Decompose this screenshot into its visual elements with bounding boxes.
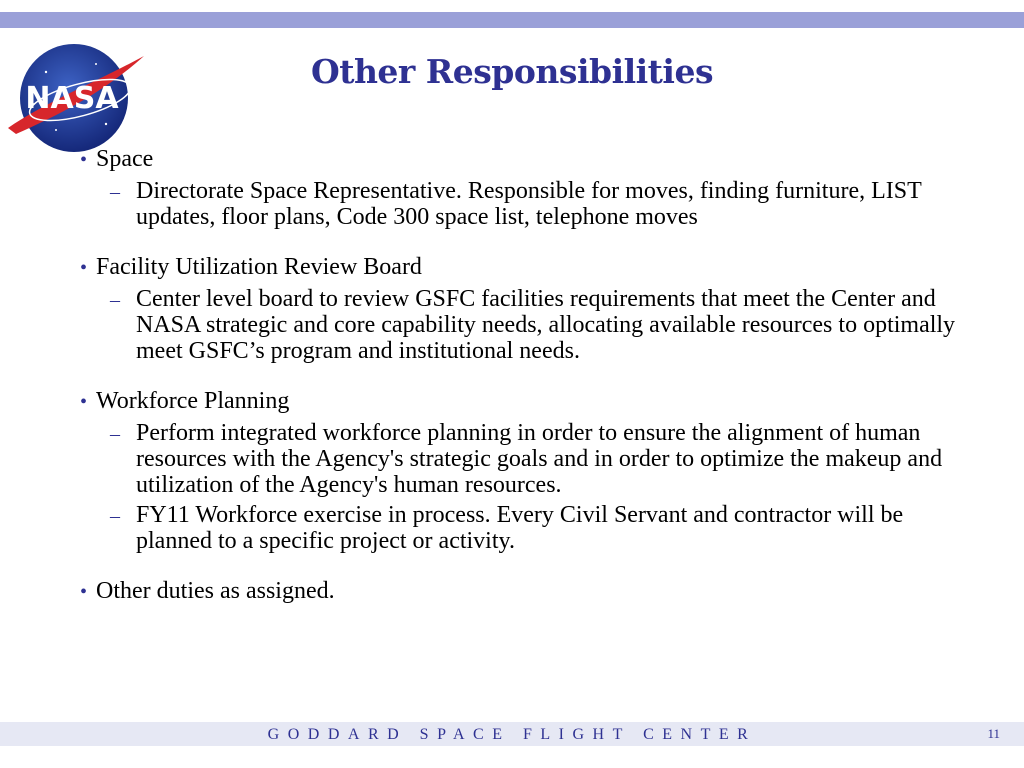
dash-icon: – bbox=[110, 423, 120, 445]
dash-icon: – bbox=[110, 505, 120, 527]
section-facility-review bbox=[80, 254, 980, 364]
dash-icon: – bbox=[110, 181, 120, 203]
sub-bullet-text: Perform integrated workforce planning in order to ensure the alignment of human resources with the Agency's strategic goals and in order to optimize the makeup and utilization of the Agency's human resources. bbox=[136, 420, 943, 498]
bullet-text: Space bbox=[96, 146, 154, 172]
bullet-text: Other duties as assigned. bbox=[96, 578, 335, 604]
dash-icon: – bbox=[110, 289, 120, 311]
bullet-dot-icon: • bbox=[80, 149, 88, 171]
bullet-text: Facility Utilization Review Board bbox=[96, 254, 422, 280]
bullet-text: Workforce Planning bbox=[96, 388, 290, 414]
bullet-dot-icon: • bbox=[80, 581, 88, 603]
sub-bullet-text: Directorate Space Representative. Responsible for moves, finding furniture, LIST updates, floor plans, Code 300 space list, telephone moves bbox=[136, 178, 922, 230]
section-space bbox=[80, 146, 980, 230]
page-number: 11 bbox=[987, 726, 1000, 741]
sub-bullet-text: FY11 Workforce exercise in process. Every Civil Servant and contractor will be planned to a specific project or activity. bbox=[136, 502, 904, 554]
bullet-content bbox=[80, 146, 980, 606]
section-other-duties bbox=[80, 578, 980, 606]
bullet-dot-icon: • bbox=[80, 257, 88, 279]
sub-bullet-text: Center level board to review GSFC facilities requirements that meet the Center and NASA strategic and core capability needs, allocating available resources to optimally meet GSFC’s program and institutional needs. bbox=[136, 286, 956, 364]
section-workforce-planning bbox=[80, 388, 980, 554]
nasa-logo-text: NASA bbox=[25, 81, 119, 116]
footer-text: GODDARD SPACE FLIGHT CENTER bbox=[267, 726, 757, 743]
slide-title: Other Responsibilities bbox=[310, 52, 714, 91]
bullet-dot-icon: • bbox=[80, 391, 88, 413]
top-accent-bar bbox=[0, 12, 1024, 28]
